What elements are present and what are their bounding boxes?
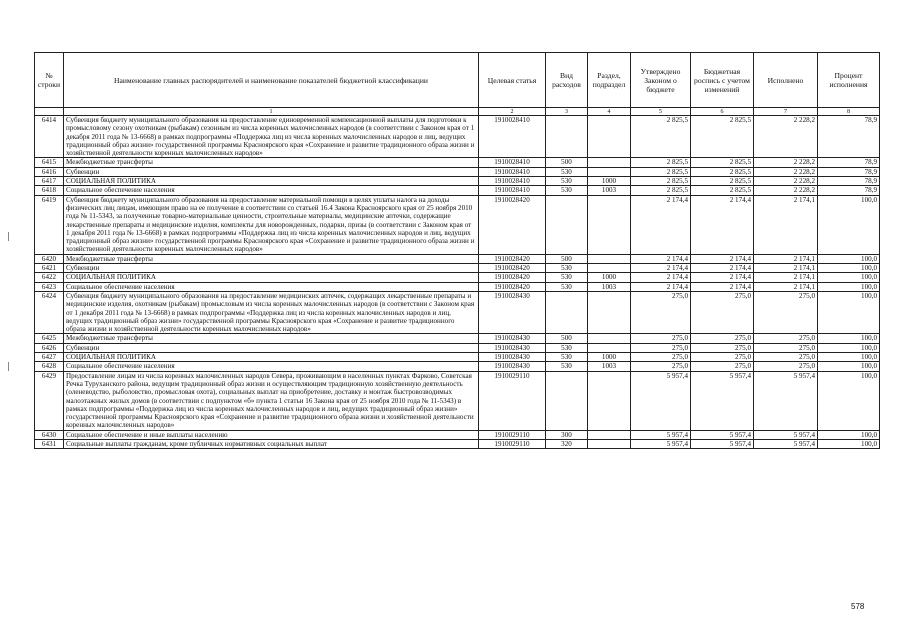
- column-number: 7: [754, 108, 818, 116]
- header-row-number: № строки: [35, 53, 64, 108]
- expense-type-cell: 500: [546, 334, 588, 343]
- section-cell: 1000: [588, 273, 631, 282]
- approved-amount-cell: 2 825,5: [631, 116, 691, 158]
- section-cell: [588, 430, 631, 439]
- percent-cell: 100,0: [818, 353, 880, 362]
- target-article-cell: 1910028430: [479, 362, 546, 371]
- budget-schedule-cell: 5 957,4: [691, 439, 754, 448]
- approved-amount-cell: 275,0: [631, 334, 691, 343]
- executed-amount-cell: 2 174,1: [754, 195, 818, 254]
- page-number: 578: [851, 602, 865, 611]
- table-row: [35, 353, 880, 362]
- percent-cell: 100,0: [818, 291, 880, 333]
- expense-type-cell: 530: [546, 282, 588, 291]
- table-row: [35, 343, 880, 352]
- column-number: [35, 108, 64, 116]
- approved-amount-cell: 275,0: [631, 353, 691, 362]
- scan-edge-mark: [8, 362, 9, 371]
- header-name: Наименование главных распорядителей и наименование показателей бюджетной классификации: [64, 53, 479, 108]
- budget-schedule-cell: 2 825,5: [691, 116, 754, 158]
- percent-cell: 100,0: [818, 264, 880, 273]
- target-article-cell: 1910028430: [479, 334, 546, 343]
- approved-amount-cell: 2 174,4: [631, 195, 691, 254]
- approved-amount-cell: 2 174,4: [631, 254, 691, 263]
- row-number-cell: 6431: [35, 439, 64, 448]
- target-article-cell: 1910028410: [479, 158, 546, 167]
- executed-amount-cell: 275,0: [754, 334, 818, 343]
- target-article-cell: 1910029110: [479, 371, 546, 430]
- header-expense-type: Вид расходов: [546, 53, 588, 108]
- expense-type-cell: 500: [546, 254, 588, 263]
- executed-amount-cell: 275,0: [754, 362, 818, 371]
- executed-amount-cell: 2 174,1: [754, 254, 818, 263]
- table-row: [35, 362, 880, 371]
- target-article-cell: 1910028420: [479, 195, 546, 254]
- budget-schedule-cell: 275,0: [691, 353, 754, 362]
- section-cell: 1003: [588, 186, 631, 195]
- expense-type-cell: 530: [546, 264, 588, 273]
- target-article-cell: 1910029110: [479, 439, 546, 448]
- name-cell: СОЦИАЛЬНАЯ ПОЛИТИКА: [64, 273, 479, 282]
- target-article-cell: 1910029110: [479, 430, 546, 439]
- target-article-cell: 1910028410: [479, 167, 546, 176]
- approved-amount-cell: 2 174,4: [631, 264, 691, 273]
- table-header-row: [35, 53, 880, 108]
- percent-cell: 100,0: [818, 362, 880, 371]
- section-cell: 1000: [588, 177, 631, 186]
- row-number-cell: 6417: [35, 177, 64, 186]
- table-row: [35, 291, 880, 333]
- section-cell: [588, 167, 631, 176]
- table-row: [35, 371, 880, 430]
- row-number-cell: 6418: [35, 186, 64, 195]
- name-cell: Субвенция бюджету муниципального образования на предоставление медицинских аптечек, содержащих лекарственные препараты и медицинские изделия, охотникам (рыбакам) промысловым из числа коренных малочисленных народов (в соответствии с Законом края от 1 декабря 2011 года № 13-6668) в рамках подпрограммы «Поддержка лиц из числа коренных малочисленных народов и лиц, ведущих традиционный образ жизни» государственной программы Красноярского края «Сохранение и развитие традиционного образа жизни и хозяйственной деятельности коренных малочисленных народов»: [64, 291, 479, 333]
- approved-amount-cell: 2 174,4: [631, 273, 691, 282]
- executed-amount-cell: 5 957,4: [754, 371, 818, 430]
- row-number-cell: 6414: [35, 116, 64, 158]
- table-row: [35, 264, 880, 273]
- expense-type-cell: 530: [546, 362, 588, 371]
- target-article-cell: 1910028430: [479, 353, 546, 362]
- row-number-cell: 6423: [35, 282, 64, 291]
- budget-schedule-cell: 5 957,4: [691, 371, 754, 430]
- column-number: 6: [691, 108, 754, 116]
- percent-cell: 100,0: [818, 195, 880, 254]
- percent-cell: 78,9: [818, 177, 880, 186]
- budget-execution-table: [34, 52, 880, 449]
- name-cell: СОЦИАЛЬНАЯ ПОЛИТИКА: [64, 353, 479, 362]
- table-row: [35, 439, 880, 448]
- expense-type-cell: [546, 291, 588, 333]
- name-cell: Социальное обеспечение населения: [64, 362, 479, 371]
- approved-amount-cell: 2 825,5: [631, 158, 691, 167]
- budget-schedule-cell: 275,0: [691, 343, 754, 352]
- target-article-cell: 1910028410: [479, 186, 546, 195]
- expense-type-cell: 530: [546, 177, 588, 186]
- row-number-cell: 6428: [35, 362, 64, 371]
- expense-type-cell: 530: [546, 186, 588, 195]
- approved-amount-cell: 2 174,4: [631, 282, 691, 291]
- target-article-cell: 1910028420: [479, 254, 546, 263]
- header-executed: Исполнено: [754, 53, 818, 108]
- table-body: [35, 116, 880, 449]
- section-cell: [588, 343, 631, 352]
- approved-amount-cell: 275,0: [631, 291, 691, 333]
- budget-schedule-cell: 275,0: [691, 291, 754, 333]
- target-article-cell: 1910028420: [479, 282, 546, 291]
- percent-cell: 100,0: [818, 430, 880, 439]
- executed-amount-cell: 2 228,2: [754, 186, 818, 195]
- header-target-article: Целевая статья: [479, 53, 546, 108]
- section-cell: [588, 158, 631, 167]
- percent-cell: 100,0: [818, 343, 880, 352]
- budget-schedule-cell: 2 825,5: [691, 167, 754, 176]
- section-cell: [588, 195, 631, 254]
- section-cell: [588, 264, 631, 273]
- row-number-cell: 6424: [35, 291, 64, 333]
- name-cell: Субвенции: [64, 264, 479, 273]
- budget-schedule-cell: 2 825,5: [691, 158, 754, 167]
- approved-amount-cell: 2 825,5: [631, 167, 691, 176]
- budget-schedule-cell: 275,0: [691, 362, 754, 371]
- target-article-cell: 1910028410: [479, 177, 546, 186]
- column-number: 5: [631, 108, 691, 116]
- expense-type-cell: [546, 371, 588, 430]
- section-cell: [588, 334, 631, 343]
- row-number-cell: 6419: [35, 195, 64, 254]
- column-number: 3: [546, 108, 588, 116]
- section-cell: [588, 371, 631, 430]
- executed-amount-cell: 5 957,4: [754, 439, 818, 448]
- approved-amount-cell: 5 957,4: [631, 439, 691, 448]
- executed-amount-cell: 275,0: [754, 291, 818, 333]
- row-number-cell: 6416: [35, 167, 64, 176]
- target-article-cell: 1910028410: [479, 116, 546, 158]
- row-number-cell: 6422: [35, 273, 64, 282]
- header-section: Раздел, подраздел: [588, 53, 631, 108]
- column-number: 1: [64, 108, 479, 116]
- table-row: [35, 254, 880, 263]
- section-cell: 1003: [588, 282, 631, 291]
- budget-schedule-cell: 2 825,5: [691, 186, 754, 195]
- name-cell: Социальные выплаты гражданам, кроме публичных нормативных социальных выплат: [64, 439, 479, 448]
- table-row: [35, 186, 880, 195]
- percent-cell: 100,0: [818, 254, 880, 263]
- expense-type-cell: [546, 195, 588, 254]
- budget-table-sheet: [34, 52, 879, 449]
- percent-cell: 100,0: [818, 371, 880, 430]
- approved-amount-cell: 275,0: [631, 343, 691, 352]
- table-row: [35, 334, 880, 343]
- executed-amount-cell: 2 174,1: [754, 273, 818, 282]
- table-row: [35, 195, 880, 254]
- expense-type-cell: [546, 116, 588, 158]
- expense-type-cell: 530: [546, 273, 588, 282]
- executed-amount-cell: 275,0: [754, 353, 818, 362]
- approved-amount-cell: 275,0: [631, 362, 691, 371]
- executed-amount-cell: 2 228,2: [754, 116, 818, 158]
- expense-type-cell: 320: [546, 439, 588, 448]
- scan-edge-mark: [8, 232, 9, 241]
- expense-type-cell: 300: [546, 430, 588, 439]
- column-number: 8: [818, 108, 880, 116]
- budget-schedule-cell: 2 174,4: [691, 282, 754, 291]
- budget-schedule-cell: 2 174,4: [691, 273, 754, 282]
- executed-amount-cell: 275,0: [754, 343, 818, 352]
- header-budget-schedule: Бюджетная роспись с учетом изменений: [691, 53, 754, 108]
- budget-schedule-cell: 2 174,4: [691, 254, 754, 263]
- approved-amount-cell: 2 825,5: [631, 186, 691, 195]
- header-percent: Процент исполнения: [818, 53, 880, 108]
- target-article-cell: 1910028430: [479, 291, 546, 333]
- expense-type-cell: 530: [546, 167, 588, 176]
- section-cell: 1000: [588, 353, 631, 362]
- row-number-cell: 6430: [35, 430, 64, 439]
- table-row: [35, 116, 880, 158]
- name-cell: Субвенция бюджету муниципального образования на предоставление единовременной компенсационной выплаты для подготовки к промысловому сезону охотникам (рыбакам) сезонным из числа коренных малочисленных народов (в соответствии с Законом края от 1 декабря 2011 года № 13-6668) в рамках подпрограммы «Поддержка лиц из числа коренных малочисленных народов и лиц, ведущих традиционный образ жизни» государственной программы Красноярского края «Сохранение и развитие традиционного образа жизни и хозяйственной деятельности коренных малочисленных народов»: [64, 116, 479, 158]
- section-cell: [588, 254, 631, 263]
- budget-schedule-cell: 275,0: [691, 334, 754, 343]
- table-row: [35, 430, 880, 439]
- name-cell: Межбюджетные трансферты: [64, 334, 479, 343]
- row-number-cell: 6421: [35, 264, 64, 273]
- expense-type-cell: 530: [546, 353, 588, 362]
- row-number-cell: 6420: [35, 254, 64, 263]
- approved-amount-cell: 5 957,4: [631, 371, 691, 430]
- section-cell: [588, 116, 631, 158]
- table-row: [35, 167, 880, 176]
- approved-amount-cell: 2 825,5: [631, 177, 691, 186]
- name-cell: Социальное обеспечение населения: [64, 282, 479, 291]
- percent-cell: 100,0: [818, 273, 880, 282]
- row-number-cell: 6415: [35, 158, 64, 167]
- name-cell: Социальное обеспечение населения: [64, 186, 479, 195]
- row-number-cell: 6425: [35, 334, 64, 343]
- target-article-cell: 1910028430: [479, 343, 546, 352]
- target-article-cell: 1910028420: [479, 264, 546, 273]
- executed-amount-cell: 2 174,1: [754, 282, 818, 291]
- percent-cell: 78,9: [818, 116, 880, 158]
- name-cell: СОЦИАЛЬНАЯ ПОЛИТИКА: [64, 177, 479, 186]
- executed-amount-cell: 2 228,2: [754, 158, 818, 167]
- header-approved: Утверждено Законом о бюджете: [631, 53, 691, 108]
- executed-amount-cell: 2 228,2: [754, 167, 818, 176]
- percent-cell: 100,0: [818, 282, 880, 291]
- target-article-cell: 1910028420: [479, 273, 546, 282]
- executed-amount-cell: 5 957,4: [754, 430, 818, 439]
- executed-amount-cell: 2 174,1: [754, 264, 818, 273]
- expense-type-cell: 500: [546, 158, 588, 167]
- column-number: 2: [479, 108, 546, 116]
- budget-schedule-cell: 2 174,4: [691, 195, 754, 254]
- column-number: 4: [588, 108, 631, 116]
- name-cell: Межбюджетные трансферты: [64, 254, 479, 263]
- percent-cell: 78,9: [818, 167, 880, 176]
- table-row: [35, 177, 880, 186]
- percent-cell: 100,0: [818, 439, 880, 448]
- row-number-cell: 6426: [35, 343, 64, 352]
- table-row: [35, 273, 880, 282]
- name-cell: Субвенции: [64, 167, 479, 176]
- percent-cell: 100,0: [818, 334, 880, 343]
- row-number-cell: 6429: [35, 371, 64, 430]
- section-cell: [588, 291, 631, 333]
- section-cell: 1003: [588, 362, 631, 371]
- name-cell: Предоставление лицам из числа коренных малочисленных народов Севера, проживающим в населенных пунктах Фарково, Советская Речка Туруханского района, ведущим традиционный образ жизни и осуществляющим традиционную хозяйственную деятельность (оленеводство, рыболовство, промысловая охота), социальных выплат на приобретение, доставку и монтаж быстровозводимых малоэтажных жилых домов (в соответствии с подпунктом «б» пункта 1 статьи 16 Закона края от 25 ноября 2010 года № 11-5343) в рамках подпрограммы «Поддержка лиц из числа коренных малочисленных народов и лиц, ведущих традиционный образ жизни» государственной программы Красноярского края «Сохранение и развитие традиционного образа жизни и хозяйственной деятельности коренных малочисленных народов»: [64, 371, 479, 430]
- budget-schedule-cell: 2 174,4: [691, 264, 754, 273]
- percent-cell: 78,9: [818, 158, 880, 167]
- budget-schedule-cell: 2 825,5: [691, 177, 754, 186]
- column-number-row: [35, 108, 880, 116]
- section-cell: [588, 439, 631, 448]
- name-cell: Социальное обеспечение и иные выплаты населению: [64, 430, 479, 439]
- percent-cell: 78,9: [818, 186, 880, 195]
- executed-amount-cell: 2 228,2: [754, 177, 818, 186]
- table-row: [35, 158, 880, 167]
- name-cell: Субвенции: [64, 343, 479, 352]
- name-cell: Субвенция бюджету муниципального образования на предоставление материальной помощи в целях уплаты налога на доходы физических лиц лицам, имеющим право на ее получение в соответствии со статьей 16.4 Закона Красноярского края от 25 ноября 2010 года № 11-5343, за полученные товарно-материальные ценности, строительные материалы, медицинские аптечки, содержащие лекарственные препараты и медицинские изделия, комплекты для новорожденных, подарки, призы (в соответствии с Законом края от 1 декабря 2011 года № 13-6668) в рамках подпрограммы «Поддержка лиц из числа коренных малочисленных народов и лиц, ведущих традиционный образ жизни» государственной программы Красноярского края «Сохранение и развитие традиционного образа жизни и хозяйственной деятельности коренных малочисленных народов»: [64, 195, 479, 254]
- expense-type-cell: 530: [546, 343, 588, 352]
- name-cell: Межбюджетные трансферты: [64, 158, 479, 167]
- table-row: [35, 282, 880, 291]
- approved-amount-cell: 5 957,4: [631, 430, 691, 439]
- row-number-cell: 6427: [35, 353, 64, 362]
- budget-schedule-cell: 5 957,4: [691, 430, 754, 439]
